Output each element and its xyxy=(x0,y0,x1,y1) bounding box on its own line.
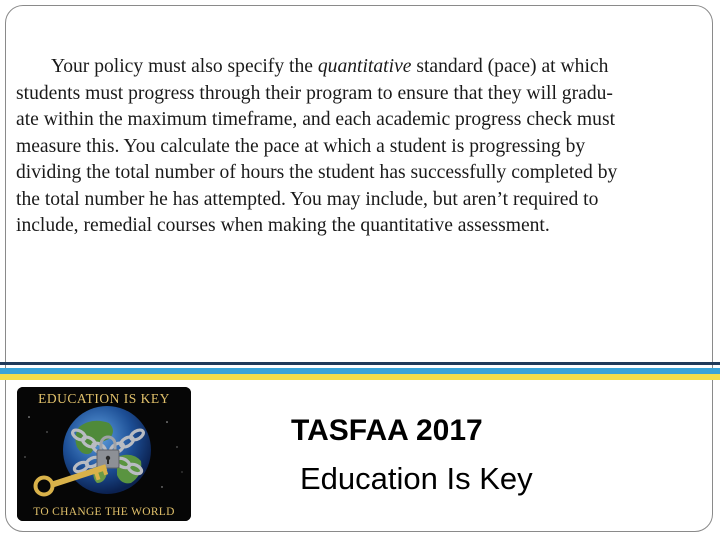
body-paragraph xyxy=(16,54,688,240)
footer-band-yellow xyxy=(0,374,720,380)
paragraph-line xyxy=(16,54,688,81)
paragraph-line: students must progress through their program to ensure that they will gradu- xyxy=(16,82,613,104)
footer-title: TASFAA 2017 xyxy=(291,414,483,447)
education-is-key-logo xyxy=(17,387,191,521)
paragraph-line: dividing the total number of hours the student has successfully completed by xyxy=(16,162,618,183)
paragraph-line: ate within the maximum timeframe, and each academic progress check must xyxy=(16,109,616,130)
paragraph-line: the total number he has attempted. You may include, but aren’t required to xyxy=(16,188,599,210)
footer-subtitle: Education Is Key xyxy=(300,461,533,496)
logo-bottom-text: TO CHANGE THE WORLD xyxy=(33,506,175,518)
emphasis-text: quantitative xyxy=(317,56,412,77)
paragraph-line: include, remedial courses when making the quantitative assessment. xyxy=(16,215,550,236)
footer-band-navy xyxy=(0,362,720,365)
text-run: standard (pace) at which xyxy=(411,56,609,77)
text-run: Your policy must also specify the xyxy=(51,56,318,77)
paragraph-line: measure this. You calculate the pace at which a student is progressing by xyxy=(16,135,586,157)
logo-graphic xyxy=(17,387,191,521)
logo-top-text: EDUCATION IS KEY xyxy=(38,391,170,406)
